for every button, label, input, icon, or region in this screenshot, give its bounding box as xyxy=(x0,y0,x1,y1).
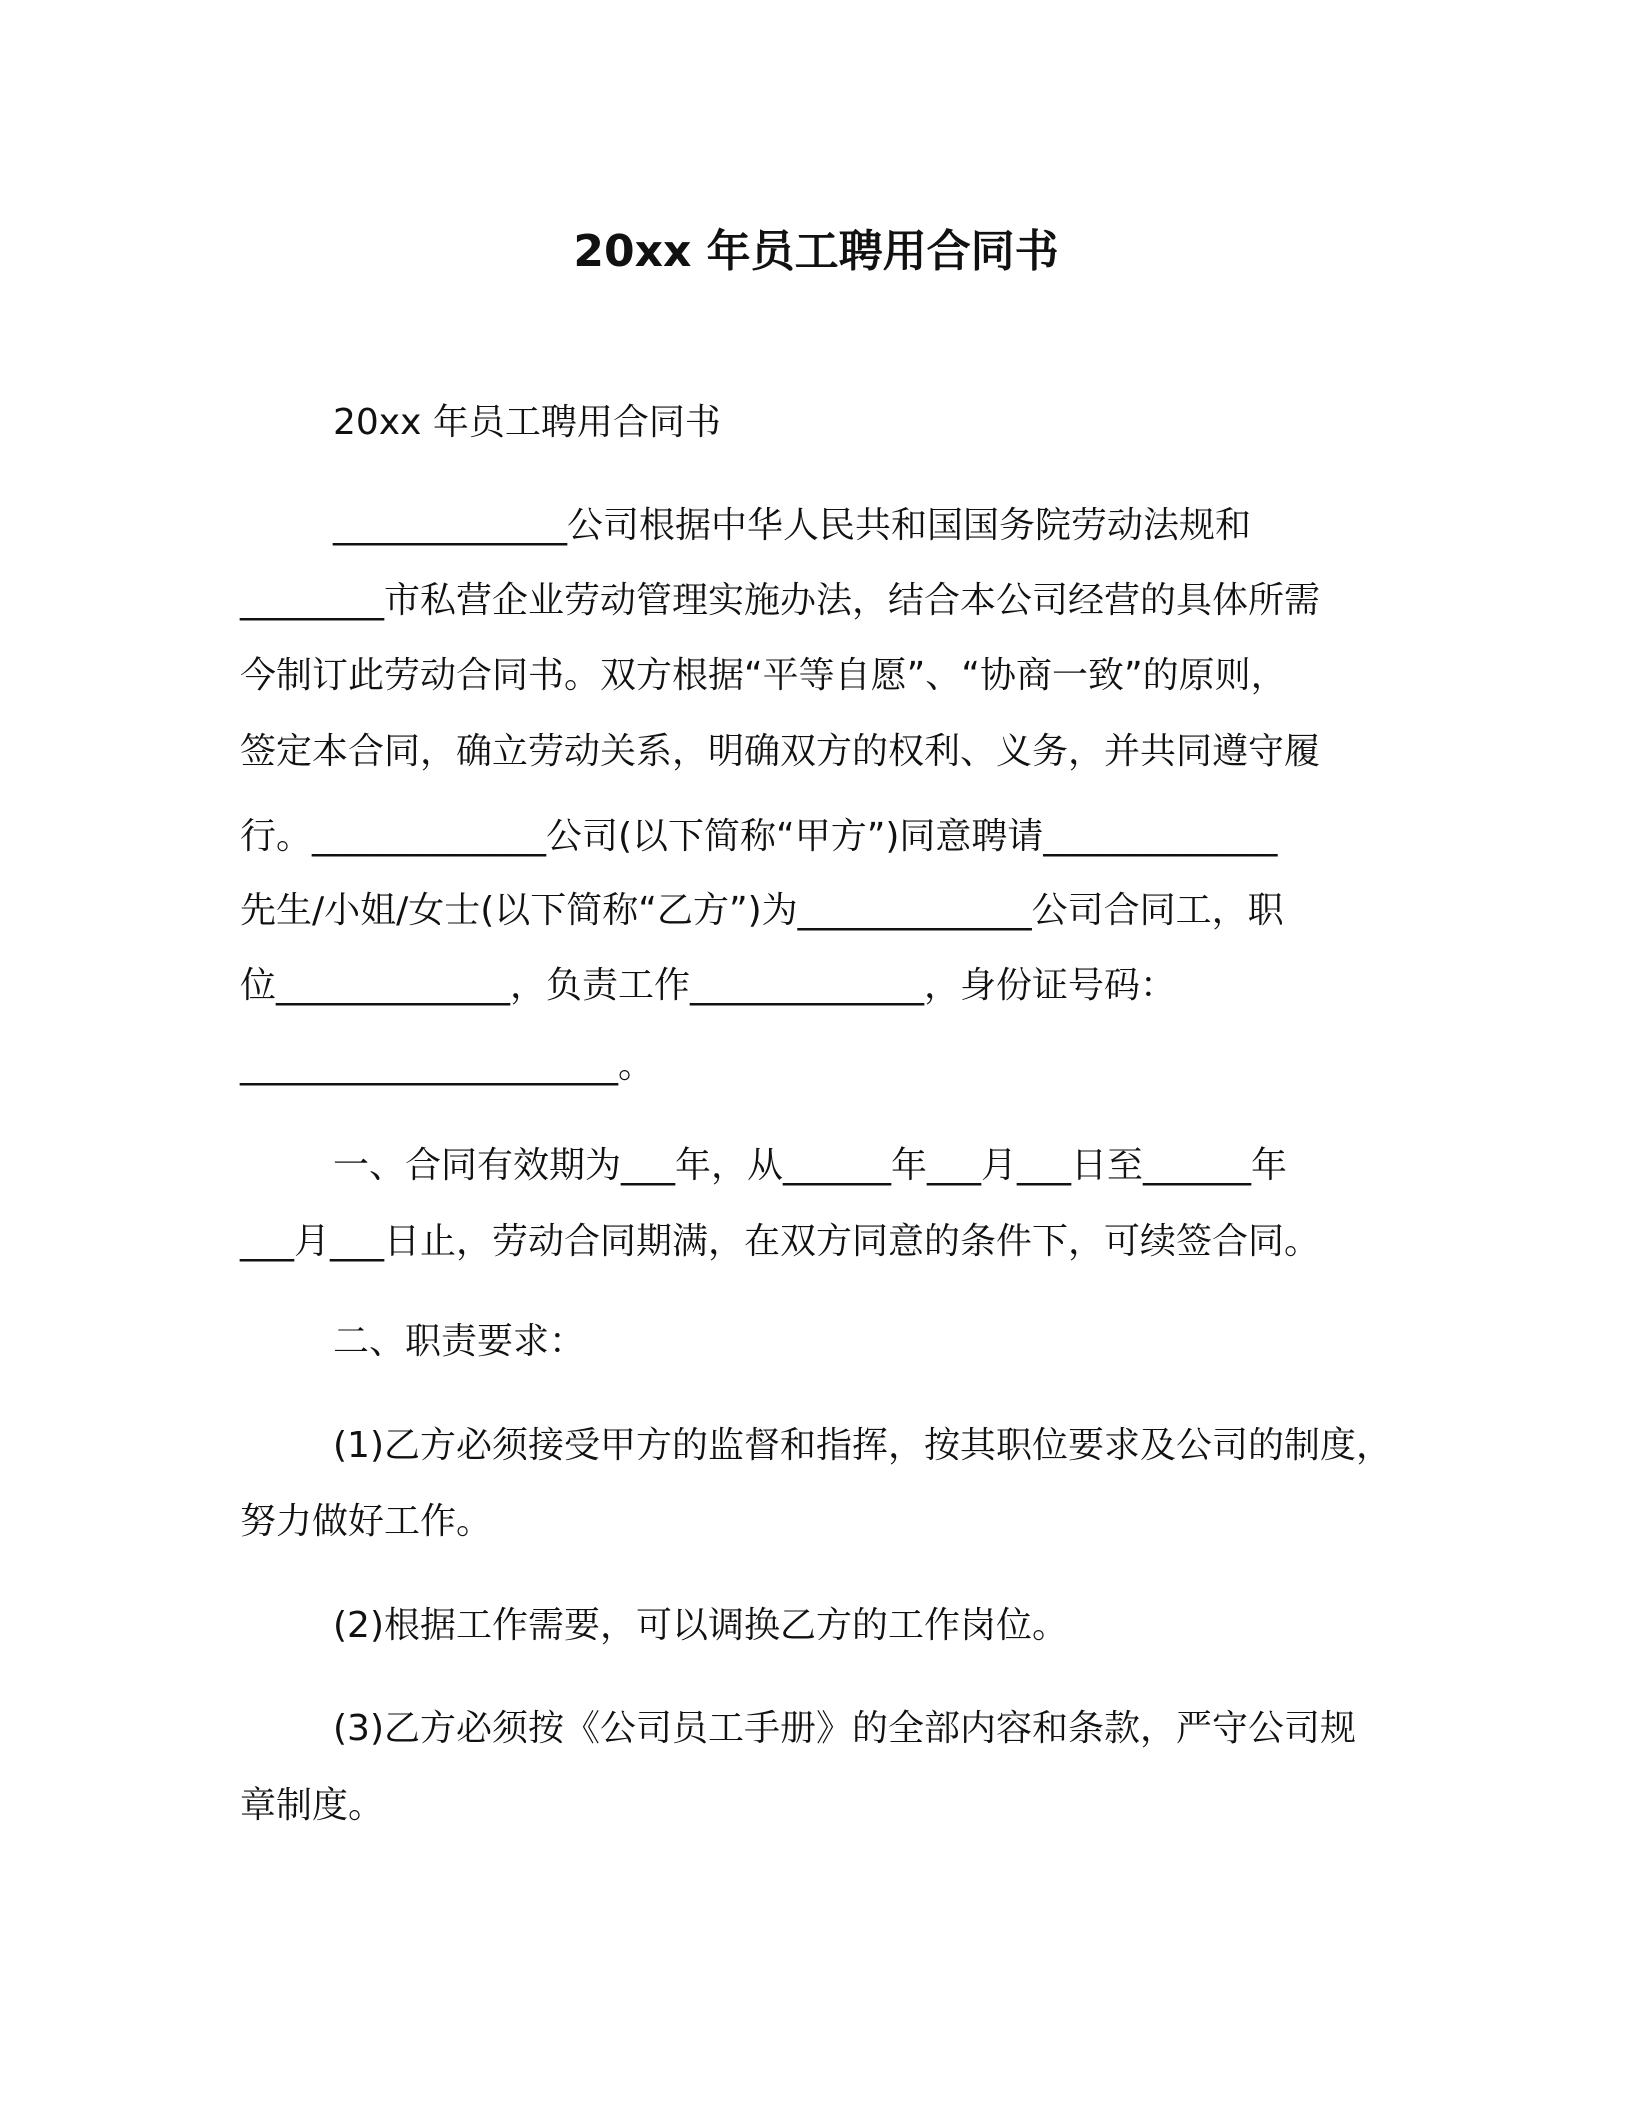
clause-2-item-3-line: 章制度。 xyxy=(240,1785,385,1826)
preamble-line: _____________________。 xyxy=(240,1045,654,1086)
preamble-line: 行。_____________公司(以下简称“甲方”)同意聘请_____________ xyxy=(240,816,1278,857)
preamble-line: ________市私营企业劳动管理实施办法，结合本公司经营的具体所需 xyxy=(240,580,1321,621)
document-subtitle: 20xx 年员工聘用合同书 xyxy=(333,402,721,443)
clause-2-item-3-line: (3)乙方必须按《公司员工手册》的全部内容和条款，严守公司规 xyxy=(333,1708,1356,1749)
clause-2-heading: 二、职责要求： xyxy=(333,1321,586,1362)
clause-2-item-2: (2)根据工作需要，可以调换乙方的工作岗位。 xyxy=(333,1605,1068,1646)
preamble-line: 位_____________，负责工作_____________，身份证号码： xyxy=(240,965,1177,1006)
document-title: 20xx 年员工聘用合同书 xyxy=(573,226,1059,277)
clause-1-line: 一、合同有效期为___年，从______年___月___日至______年 xyxy=(333,1145,1288,1186)
clause-1-line: ___月___日止，劳动合同期满，在双方同意的条件下，可续签合同。 xyxy=(240,1221,1321,1262)
preamble-line: 先生/小姐/女士(以下简称“乙方”)为_____________公司合同工，职 xyxy=(240,890,1284,931)
preamble-line: 签定本合同，确立劳动关系，明确双方的权利、义务，并共同遵守履 xyxy=(240,731,1321,772)
preamble-line: 今制订此劳动合同书。双方根据“平等自愿”、“协商一致”的原则， xyxy=(240,655,1287,696)
clause-2-item-1-line: 努力做好工作。 xyxy=(240,1501,493,1542)
preamble-line: _____________公司根据中华人民共和国国务院劳动法规和 xyxy=(333,505,1252,546)
clause-2-item-1-line: (1)乙方必须接受甲方的监督和指挥，按其职位要求及公司的制度， xyxy=(333,1425,1392,1466)
